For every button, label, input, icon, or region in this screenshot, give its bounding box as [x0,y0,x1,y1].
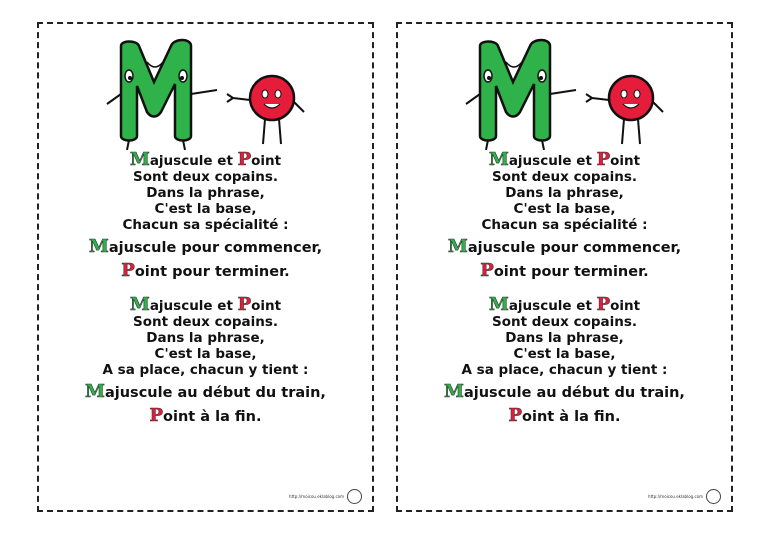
poem-line: Point pour terminer. [480,260,649,281]
poem-line: Majuscule au début du train, [85,381,326,402]
author-logo-icon [706,489,721,504]
poem-line: Sont deux copains. [491,169,638,185]
point-letter: P [121,260,135,281]
letter-m-character [107,40,217,150]
poem-line: Chacun sa spécialité : [481,217,648,233]
poem-line: Dans la phrase, [146,330,265,346]
point-letter: P [596,149,611,170]
poem-line: Majuscule et Point [488,294,641,315]
poem-line: Point pour terminer. [121,260,290,281]
poem [39,149,372,430]
majuscule-letter: M [85,381,105,402]
majuscule-letter: M [444,381,464,402]
poem-line: Chacun sa spécialité : [122,217,289,233]
credit-url: http://moicou.eklablog.com [289,494,344,499]
poem-line: Point à la fin. [149,405,262,426]
majuscule-letter: M [129,149,150,170]
poem-line: Majuscule pour commencer, [447,236,682,257]
poem-line: Dans la phrase, [505,330,624,346]
poem-line: C'est la base, [154,346,257,362]
letter-m-character [466,40,576,150]
poem-line: A sa place, chacun y tient : [461,362,668,378]
poem [398,149,731,430]
majuscule-letter: M [447,236,468,257]
majuscule-letter: M [488,149,509,170]
poem-card-left [37,22,374,512]
poem-line: Majuscule pour commencer, [88,236,323,257]
author-logo-icon [347,489,362,504]
point-letter: P [237,149,252,170]
credit [289,489,362,504]
poem-line: Sont deux copains. [132,314,279,330]
poem-line: Sont deux copains. [132,169,279,185]
majuscule-letter: M [88,236,109,257]
majuscule-point-illustration [458,32,678,150]
poem-line: A sa place, chacun y tient : [102,362,309,378]
majuscule-letter: M [129,294,150,315]
point-letter: P [237,294,252,315]
poem-line: Sont deux copains. [491,314,638,330]
point-letter: P [596,294,611,315]
poem-line: Majuscule et Point [488,149,641,170]
credit-url: http://moicou.eklablog.com [648,494,703,499]
majuscule-letter: M [488,294,509,315]
poem-line: Dans la phrase, [505,185,624,201]
point-ball-character [586,76,663,144]
poem-line: Majuscule et Point [129,149,282,170]
point-letter: P [149,405,164,426]
poem-line: C'est la base, [513,201,616,217]
poem-line: Point à la fin. [508,405,621,426]
poem-line: C'est la base, [154,201,257,217]
majuscule-point-illustration [99,32,319,150]
poem-line: Dans la phrase, [146,185,265,201]
point-letter: P [508,405,523,426]
point-ball-character [227,76,304,144]
point-letter: P [480,260,494,281]
poem-line: C'est la base, [513,346,616,362]
poem-line: Majuscule et Point [129,294,282,315]
credit [648,489,721,504]
poem-line: Majuscule au début du train, [444,381,685,402]
poem-card-right [396,22,733,512]
